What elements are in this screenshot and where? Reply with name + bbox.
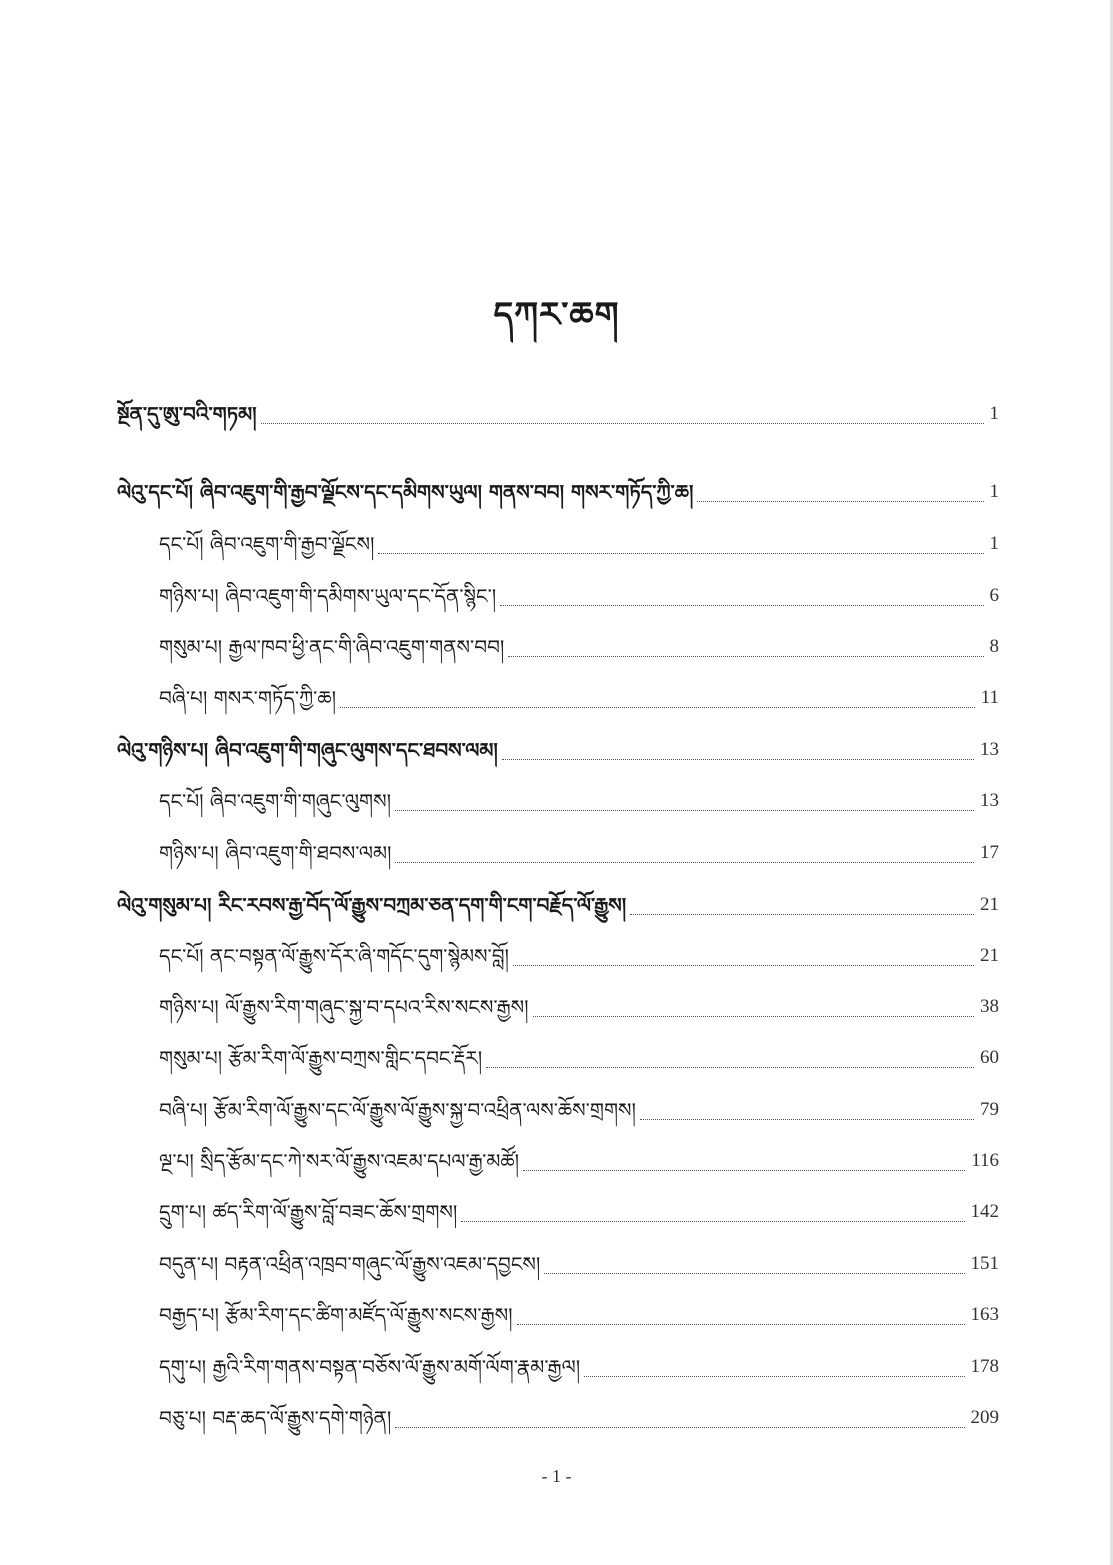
toc-entry-title: ལྔ་པ། སྲིད་རྩོམ་དང་ཀེ་སར་ལོ་རྒྱུས་འཇམ་དཔལ་རྒྱ་མཚོ། [159,1149,520,1173]
dot-leader [640,1119,974,1120]
dot-leader [584,1376,964,1377]
toc-entry-title: གཉིས་པ། ལོ་རྒྱུས་རིག་གཞུང་སྐྱ་བ་དཔའ་རིས་སངས་རྒྱས། [159,995,529,1019]
toc-entry-title: བཅུ་པ། བརྡ་ཆད་ལོ་རྒྱུས་དགེ་གཉེན། [159,1406,392,1430]
toc-entry-page-number: 38 [980,996,999,1017]
toc-section-entry[interactable] [159,1192,999,1232]
dot-leader [544,1273,964,1274]
toc-entry-page-number: 151 [970,1253,999,1274]
toc-entry-title: དྲུག་པ། ཚད་རིག་ལོ་རྒྱུས་བློ་བཟང་ཆོས་གྲགས། [159,1200,458,1224]
toc-chapter-entry[interactable] [117,472,999,512]
toc-entry-title: བདུན་པ། བརྟན་འཕྲིན་འཁྲབ་གཞུང་ལོ་རྒྱུས་འཇམ་དབྱངས། [159,1252,541,1276]
toc-entry-title: ལེའུ་གཉིས་པ། ཞིབ་འཇུག་གི་གཞུང་ལུགས་དང་ཐབས་ལམ། [117,738,498,762]
toc-section-entry[interactable] [159,524,999,564]
toc-entry-title: སྔོན་དུ་ཨུ་བའི་གཏམ། [117,402,257,426]
toc-section-entry[interactable] [159,1038,999,1078]
toc-entry-title: བཞི་པ། གསར་གཏོད་ཀྱི་ཆ། [159,686,337,710]
dot-leader [502,759,974,760]
toc-section-entry[interactable] [159,1141,999,1181]
toc-section-entry[interactable] [159,781,999,821]
toc-entry-page-number: 1 [989,481,999,502]
toc-entry-page-number: 178 [970,1356,999,1377]
toc-entry-page-number: 209 [970,1407,999,1428]
toc-section-entry[interactable] [159,1347,999,1387]
toc-entry-page-number: 1 [989,403,999,424]
dot-leader [378,553,983,554]
toc-entry-title: གསུམ་པ། རྒྱལ་ཁབ་ཕྱི་ནང་གི་ཞིབ་འཇུག་གནས་བབ། [159,635,505,659]
dot-leader [513,965,974,966]
toc-entry-page-number: 1 [989,533,999,554]
toc-section-entry[interactable] [159,833,999,873]
toc-entry-page-number: 21 [980,894,999,915]
toc-section-entry[interactable] [159,987,999,1027]
toc-chapter-entry[interactable] [117,885,999,925]
toc-entry-page-number: 8 [989,636,999,657]
toc-entry-page-number: 17 [980,842,999,863]
dot-leader [697,501,983,502]
dot-leader [461,1221,964,1222]
dot-leader [486,1067,974,1068]
toc-entry-page-number: 21 [980,945,999,966]
toc-entry-title: དང་པོ། ནང་བསྟན་ལོ་རྒྱུས་དོར་ཞི་གདོང་དུག་སྙེམས་བློ། [159,944,509,968]
toc-entry-title: དང་པོ། ཞིབ་འཇུག་གི་རྒྱབ་ལྗོངས། [159,532,375,556]
toc-chapter-entry[interactable] [117,394,999,434]
toc-entry-page-number: 11 [980,687,999,708]
toc-entry-page-number: 79 [980,1099,999,1120]
toc-section-entry[interactable] [159,1398,999,1438]
toc-entry-page-number: 13 [980,739,999,760]
dot-leader [395,1427,964,1428]
dot-leader [340,707,975,708]
toc-entry-title: བརྒྱད་པ། རྩོམ་རིག་དང་ཚིག་མཛོད་ལོ་རྒྱུས་སངས་རྒྱས། [159,1303,513,1327]
toc-section-entry[interactable] [159,1090,999,1130]
toc-entry-title: ལེའུ་གསུམ་པ། རིང་རབས་རྒྱ་བོད་ལོ་རྒྱུས་བཀྲམ་ཅན་དག་གི་ངག་བརྗོད་ལོ་རྒྱུས། [117,893,627,917]
toc-section-entry[interactable] [159,1244,999,1284]
dot-leader [630,914,974,915]
page-number: - 1 - [541,1466,572,1486]
toc-entry-page-number: 163 [970,1304,999,1325]
toc-entry-title: ལེའུ་དང་པོ། ཞིབ་འཇུག་གི་རྒྱབ་ལྗོངས་དང་དམིགས་ཡུལ། གནས་བབ། གསར་གཏོད་ཀྱི་ཆ། [117,480,694,504]
dot-leader [261,423,984,424]
toc-section-entry[interactable] [159,1295,999,1335]
toc-section-entry[interactable] [159,936,999,976]
toc-entry-page-number: 13 [980,790,999,811]
page-title: དཀར་ཆག [493,294,620,335]
dot-leader [517,1324,965,1325]
toc-entry-page-number: 142 [970,1201,999,1222]
dot-leader [395,862,974,863]
toc-entry-title: གསུམ་པ། རྩོམ་རིག་ལོ་རྒྱུས་བཀྲས་གླིང་དབང་རྡོར། [159,1046,483,1070]
toc-section-entry[interactable] [159,627,999,667]
toc-section-entry[interactable] [159,678,999,718]
dot-leader [395,810,974,811]
toc-entry-page-number: 60 [980,1047,999,1068]
dot-leader [508,656,983,657]
toc-entry-title: དགུ་པ། རྒྱའི་རིག་གནས་བསྟན་བཅོས་ལོ་རྒྱུས་མགོ་ལོག་རྣམ་རྒྱལ། [159,1355,581,1379]
dot-leader [523,1170,965,1171]
toc-entry-page-number: 116 [971,1150,999,1171]
dot-leader [500,605,983,606]
toc-chapter-entry[interactable] [117,730,999,770]
toc-entry-title: བཞི་པ། རྩོམ་རིག་ལོ་རྒྱུས་དང་ལོ་རྒྱུས་ལོ་རྒྱུས་སྐྱ་བ་འཕྲིན་ལས་ཆོས་གྲགས། [159,1098,636,1122]
dot-leader [533,1016,974,1017]
toc-entry-title: གཉིས་པ། ཞིབ་འཇུག་གི་ཐབས་ལམ། [159,841,392,865]
toc-entry-title: གཉིས་པ། ཞིབ་འཇུག་གི་དམིགས་ཡུལ་དང་དོན་སྙིང་། [159,584,497,608]
toc-entry-page-number: 6 [989,585,999,606]
toc-section-entry[interactable] [159,576,999,616]
toc-entry-title: དང་པོ། ཞིབ་འཇུག་གི་གཞུང་ལུགས། [159,789,392,813]
